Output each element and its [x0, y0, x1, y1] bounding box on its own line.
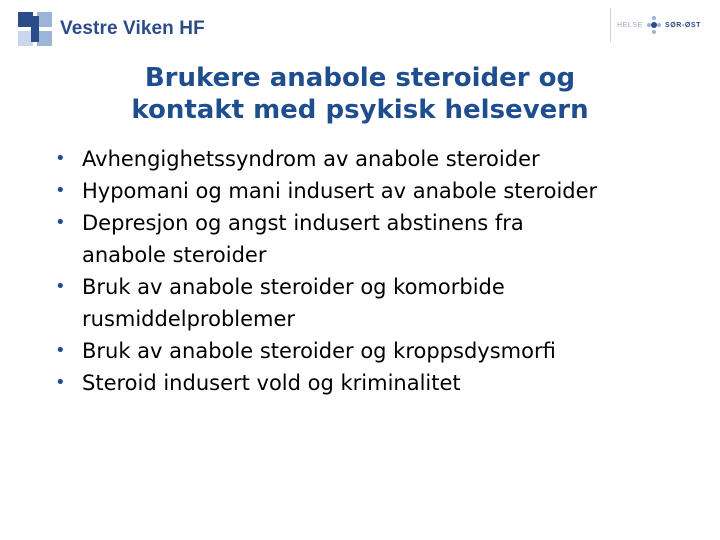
- bullet-icon: •: [55, 340, 66, 361]
- bullet-item: [52, 143, 712, 175]
- bullet-text: anabole steroider: [82, 243, 267, 267]
- bullet-text: Avhengighetssyndrom av anabole steroider: [82, 147, 540, 171]
- slide-title-line: Brukere anabole steroider og: [144, 63, 576, 93]
- bullet-icon: •: [55, 372, 66, 393]
- vestre-viken-logo: [18, 12, 205, 46]
- bullet-text: Bruk av anabole steroider og komorbide: [82, 275, 505, 299]
- bullet-list: [52, 143, 712, 399]
- bullet-item: [52, 207, 712, 271]
- bullet-item: [52, 175, 712, 207]
- bullet-icon: •: [55, 180, 66, 201]
- vestre-viken-logo-text: Vestre Viken HF: [60, 18, 205, 39]
- slide-title-line: kontakt med psykisk helsevern: [131, 95, 589, 125]
- bullet-icon: •: [55, 212, 66, 233]
- bullet-text: Bruk av anabole steroider og kroppsdysmorfi: [82, 339, 556, 363]
- bullet-item: [52, 335, 712, 367]
- slide-title: [60, 62, 660, 126]
- bullet-icon: •: [55, 148, 66, 169]
- vestre-viken-logo-mark: [18, 12, 52, 46]
- sor-ost-logo-word: SØR-ØST: [664, 21, 702, 29]
- bullet-text: Hypomani og mani indusert av anabole steroider: [82, 179, 598, 203]
- helse-logo-dots-icon: [646, 15, 662, 35]
- bullet-item: [52, 367, 712, 399]
- bullet-text: Steroid indusert vold og kriminalitet: [82, 371, 461, 395]
- helse-logo-word: HELSE: [617, 21, 643, 29]
- helse-sor-ost-logo: [610, 8, 711, 42]
- bullet-item: [52, 271, 712, 335]
- bullet-text: rusmiddelproblemer: [82, 307, 296, 331]
- bullet-icon: •: [55, 276, 66, 297]
- bullet-text: Depresjon og angst indusert abstinens fra: [82, 211, 524, 235]
